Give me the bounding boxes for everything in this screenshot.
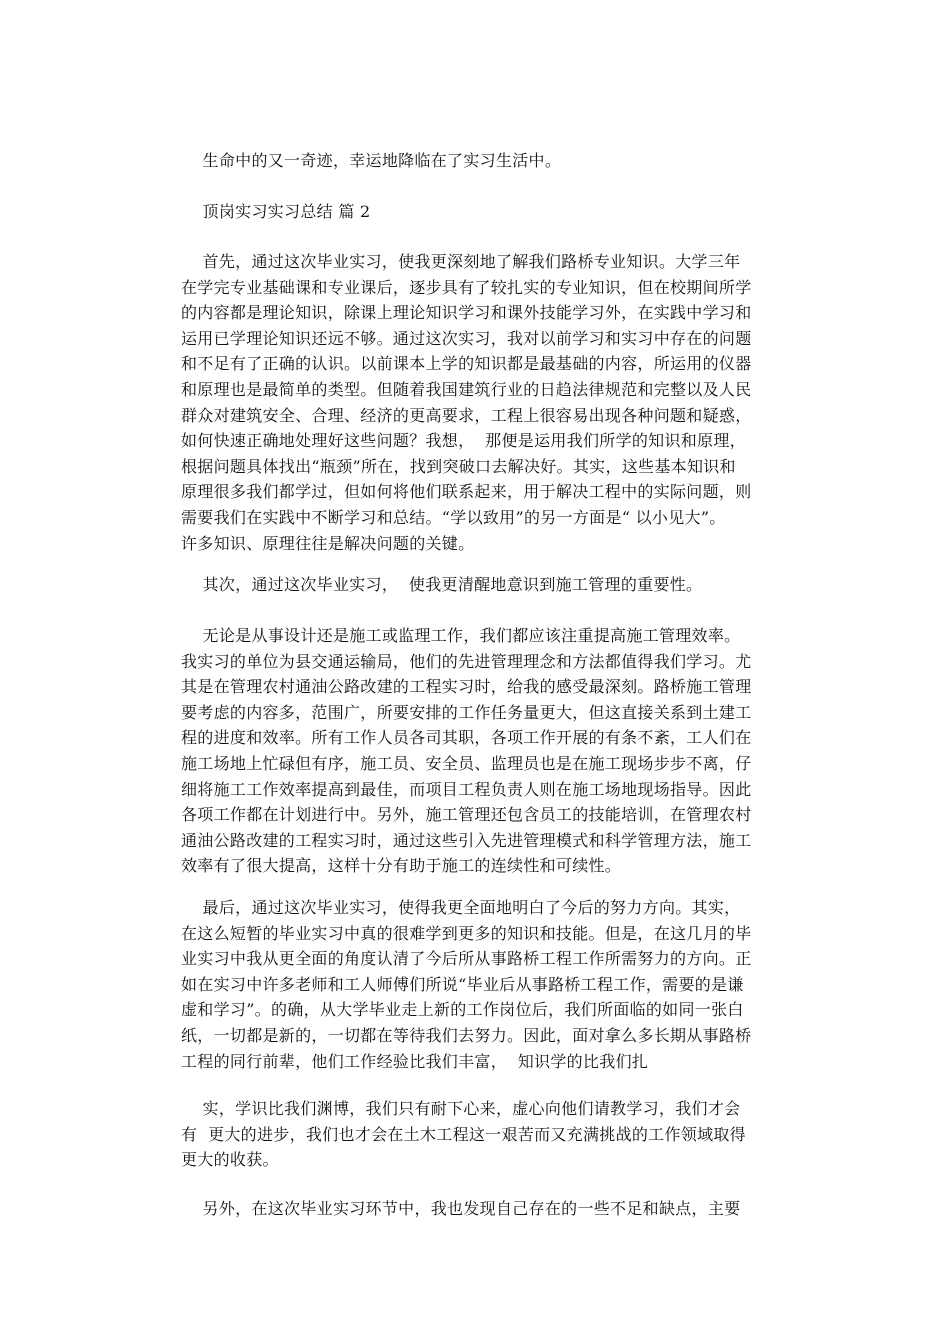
text-line: 生命中的又一奇迹，幸运地降临在了实习生活中。	[181, 151, 562, 170]
text-line: 更大的收获。	[181, 1150, 279, 1170]
text-line: 工程的同行前辈，他们工作经验比我们丰富， 知识学的比我们扎	[181, 1051, 649, 1071]
text-line: 程的进度和效率。所有工作人员各司其职，各项工作开展的有条不紊，工人们在	[181, 728, 752, 748]
text-line: 群众对建筑安全、合理、经济的更高要求，工程上很容易出现各种问题和疑惑，	[181, 405, 752, 425]
text-line: 需要我们在实践中不断学习和总结。“学以致用”的另一方面是“ 以小见大”。	[181, 507, 726, 527]
text-line: 许多知识、原理往往是解决问题的关键。	[181, 533, 475, 553]
text-line: 和原理也是最简单的类型。但随着我国建筑行业的日趋法律规范和完整以及人民	[181, 379, 752, 399]
text-line: 无论是从事设计还是施工或监理工作，我们都应该注重提高施工管理效率。	[181, 626, 741, 645]
text-line: 我实习的单位为县交通运输局，他们的先进管理理念和方法都值得我们学习。尤	[181, 651, 752, 671]
text-line: 最后，通过这次毕业实习，使得我更全面地明白了今后的努力方向。其实，	[181, 898, 741, 917]
text-line: 的内容都是理论知识，除课上理论知识学习和课外技能学习外，在实践中学习和	[181, 303, 752, 323]
text-line: 通油公路改建的工程实习时，通过这些引入先进管理模式和科学管理方法，施工	[181, 830, 752, 850]
text-line: 要考虑的内容多，范围广，所要安排的工作任务量更大，但这直接关系到土建工	[181, 702, 752, 722]
text-line: 业实习中我从更全面的角度认清了今后所从事路桥工程工作所需努力的方向。正	[181, 949, 752, 969]
paragraph-7	[181, 1196, 781, 1222]
paragraph-3	[181, 572, 781, 598]
text-line: 另外，在这次毕业实习环节中，我也发现自己存在的一些不足和缺点，主要	[181, 1199, 741, 1218]
text-line: 纸，一切都是新的，一切都在等待我们去努力。因此，面对拿么多长期从事路桥	[181, 1025, 752, 1045]
paragraph-6	[181, 1096, 781, 1173]
text-line: 原理很多我们都学过，但如何将他们联系起来，用于解决工程中的实际问题，则	[181, 482, 752, 502]
text-line: 其次，通过这次毕业实习， 使我更清醒地意识到施工管理的重要性。	[181, 575, 703, 594]
text-line: 在这么短暂的毕业实习中真的很难学到更多的知识和技能。但是，在这几月的毕	[181, 923, 752, 943]
text-line: 和不足有了正确的认识。以前课本上学的知识都是最基础的内容，所运用的仪器	[181, 354, 752, 374]
text-line: 如何快速正确地处理好这些问题？我想， 那便是运用我们所学的知识和原理，	[181, 431, 746, 451]
text-line: 细将施工工作效率提高到最佳，而项目工程负责人则在施工场地现场指导。因此	[181, 779, 752, 799]
text-line: 顶岗实习实习总结 篇 2	[181, 202, 371, 221]
text-line: 有 更大的进步，我们也才会在土木工程这一艰苦而又充满挑战的工作领域取得	[181, 1124, 746, 1144]
paragraph-4	[181, 623, 781, 879]
text-line: 在学完专业基础课和专业课后，逐步具有了较扎实的专业知识，但在校期间所学	[181, 277, 752, 297]
text-line: 如在实习中许多老师和工人师傅们所说“毕业后从事路桥工程工作，需要的是谦	[181, 974, 744, 994]
text-line: 首先，通过这次毕业实习，使我更深刻地了解我们路桥专业知识。大学三年	[181, 252, 741, 271]
text-line: 施工场地上忙碌但有序，施工员、安全员、监理员也是在施工现场步步不离，仔	[181, 753, 752, 773]
paragraph-5	[181, 895, 781, 1074]
text-line: 其是在管理农村通油公路改建的工程实习时，给我的感受最深刻。路桥施工管理	[181, 677, 752, 697]
paragraph-2	[181, 249, 781, 556]
text-line: 实，学识比我们渊博，我们只有耐下心来，虚心向他们请教学习，我们才会	[181, 1099, 741, 1118]
text-line: 虚和学习”。的确，从大学毕业走上新的工作岗位后，我们所面临的如同一张白	[181, 1000, 744, 1020]
text-line: 各项工作都在计划进行中。另外，施工管理还包含员工的技能培训，在管理农村	[181, 805, 752, 825]
text-line: 效率有了很大提高，这样十分有助于施工的连续性和可续性。	[181, 856, 622, 876]
text-line: 运用已学理论知识还远不够。通过这次实习，我对以前学习和实习中存在的问题	[181, 328, 752, 348]
text-line: 根据问题具体找出“瓶颈”所在，找到突破口去解决好。其实，这些基本知识和	[181, 456, 736, 476]
paragraph-1	[181, 148, 781, 174]
section-heading	[181, 199, 781, 225]
